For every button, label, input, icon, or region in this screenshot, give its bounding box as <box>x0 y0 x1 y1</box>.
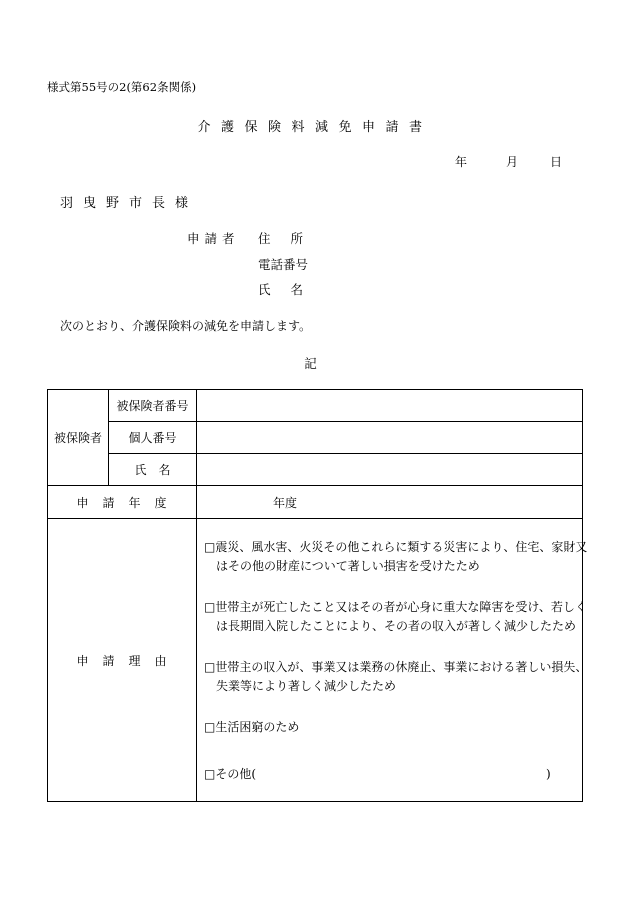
application-year-field[interactable] <box>197 486 582 518</box>
date-day-label: 日 <box>550 155 563 169</box>
reason-income-decrease-checkbox[interactable] <box>204 658 587 696</box>
insured-name-field[interactable] <box>197 454 582 485</box>
reason-disaster-line2: はその他の財産について著しい損害を受けたため <box>216 559 480 573</box>
reason-householder-death-checkbox[interactable] <box>204 598 587 636</box>
reason-death-line1: □世帯主が死亡したこと又はその者が心身に重大な障害を受け、若しく <box>204 600 587 614</box>
name-label: 氏名 <box>258 282 324 297</box>
reason-hardship-checkbox[interactable] <box>204 718 299 737</box>
personal-number-label: 個人番号 <box>128 431 177 445</box>
reason-other-label: □その他( <box>204 767 257 781</box>
insured-number-field[interactable] <box>197 390 582 421</box>
applicant-label: 申請者 <box>187 231 240 246</box>
application-year-label: 申 請 年 度 <box>76 495 168 510</box>
insured-label: 被保険者 <box>53 431 102 445</box>
year-suffix: 年度 <box>273 495 298 510</box>
reason-income-line2: 失業等により著しく減少したため <box>216 679 397 693</box>
reason-disaster-checkbox[interactable] <box>204 538 587 576</box>
address-label: 住所 <box>258 231 324 246</box>
reason-other-input[interactable] <box>262 765 542 784</box>
addressee: 羽曳野市長様 <box>60 196 199 211</box>
page-title: 介護保険料減免申請書 <box>197 120 433 135</box>
form-number: 様式第55号の2(第62条関係) <box>47 80 197 94</box>
reason-other-close-paren: ) <box>546 767 551 781</box>
reason-death-line2: は長期間入院したことにより、その者の収入が著しく減少したため <box>216 619 577 633</box>
personal-number-field[interactable] <box>197 422 582 453</box>
application-reason-label: 申 請 理 由 <box>76 653 168 668</box>
reason-other-checkbox[interactable] <box>204 765 256 784</box>
reason-hardship-line1: □生活困窮のため <box>204 720 300 734</box>
date-month-label: 月 <box>506 155 519 169</box>
insured-number-label: 被保険者番号 <box>116 399 189 413</box>
application-statement: 次のとおり、介護保険料の減免を申請します。 <box>60 319 312 333</box>
date-year-label: 年 <box>455 155 468 169</box>
insured-name-label: 氏 名 <box>134 463 171 477</box>
reason-income-line1: □世帯主の収入が、事業又は業務の休廃止、事業における著しい損失、 <box>204 660 588 674</box>
phone-label: 電話番号 <box>258 257 309 272</box>
ki-marker: 記 <box>304 356 317 371</box>
reason-disaster-line1: □震災、風水害、火災その他これらに類する災害により、住宅、家財又 <box>204 540 588 554</box>
